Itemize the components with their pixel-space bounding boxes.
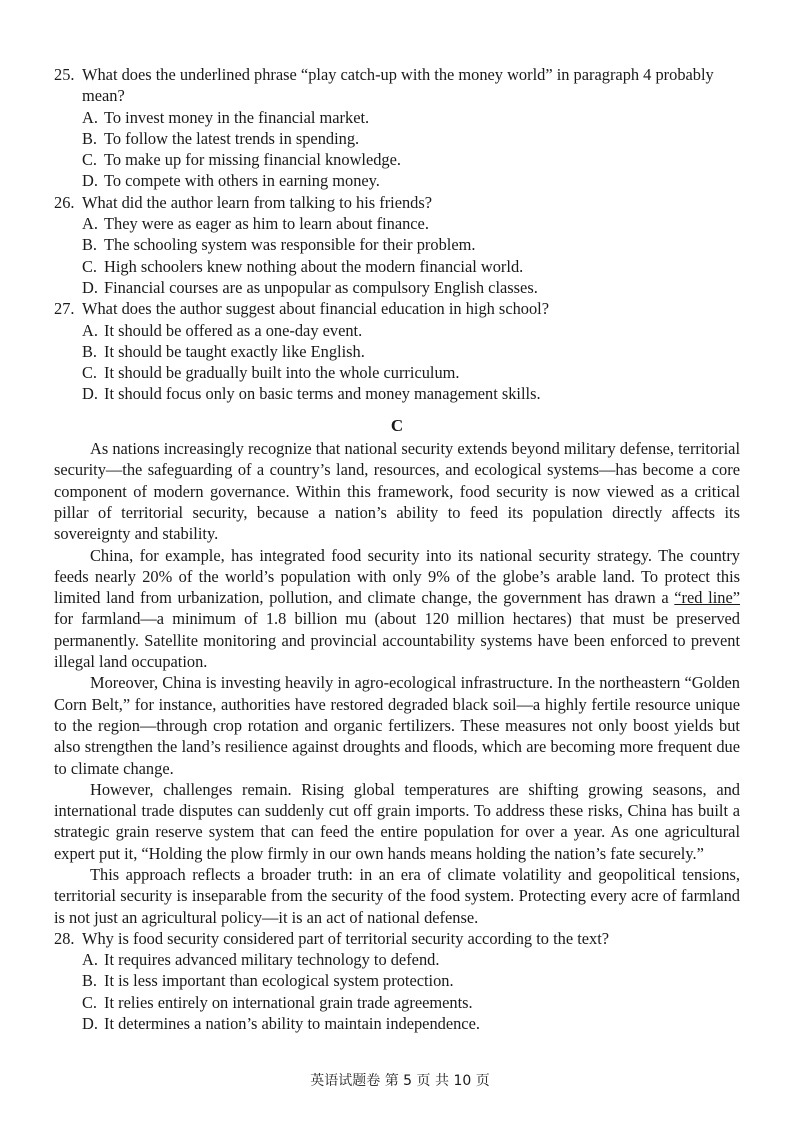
option-letter: D.	[82, 384, 98, 404]
question-number: 28.	[54, 928, 75, 948]
option-letter: A.	[82, 320, 98, 340]
option-letter: C.	[82, 150, 98, 170]
option-c	[54, 992, 740, 1013]
option-text: The schooling system was responsible for their problem.	[104, 235, 476, 255]
option-letter: A.	[82, 950, 98, 970]
option-text: It should be offered as a one-day event.	[104, 320, 363, 340]
option-a	[54, 320, 740, 341]
option-letter: B.	[82, 128, 98, 148]
option-text: It determines a nation’s ability to maintain independence.	[104, 1014, 480, 1034]
option-a	[54, 213, 740, 234]
option-d	[54, 170, 740, 191]
option-c	[54, 149, 740, 170]
reading-passage	[54, 438, 740, 928]
option-c	[54, 362, 740, 383]
option-letter: A.	[82, 214, 98, 234]
underlined-phrase: “red line”	[674, 588, 741, 608]
option-d	[54, 1013, 740, 1034]
option-letter: A.	[82, 107, 98, 127]
passage-text: for farmland—a minimum of 1.8 billion mu (about 120 million hectares) that must be preserved permanently. Satellite monitoring and provincial accountability systems have been enforced to prevent illegal land occupation.	[54, 609, 740, 672]
option-text: It should be gradually built into the whole curriculum.	[104, 363, 460, 383]
section-title: C	[390, 415, 404, 435]
option-letter: B.	[82, 235, 98, 255]
option-letter: C.	[82, 256, 98, 276]
option-a	[54, 107, 740, 128]
option-text: To make up for missing financial knowledge.	[104, 150, 401, 170]
option-b	[54, 128, 740, 149]
option-text: It relies entirely on international grain trade agreements.	[104, 992, 473, 1012]
page-content	[54, 64, 740, 1034]
page-footer: 英语试题卷 第 5 页 共 10 页	[310, 1073, 490, 1089]
option-text: They were as eager as him to learn about finance.	[104, 214, 429, 234]
option-text: Financial courses are as unpopular as compulsory English classes.	[104, 277, 538, 297]
question-number: 26.	[54, 192, 75, 212]
question-number: 25.	[54, 65, 75, 84]
option-text: To follow the latest trends in spending.	[104, 128, 360, 148]
option-text: It requires advanced military technology to defend.	[104, 950, 440, 970]
option-letter: C.	[82, 363, 98, 383]
passage-text: China, for example, has integrated food security into its national security strategy. The country feeds nearly 20% of the world’s population with only 9% of the globe’s arable land. To protect this limited land from urbanization, pollution, and climate change, the government has drawn a	[54, 545, 740, 608]
question-text: What did the author learn from talking to his friends?	[82, 192, 433, 212]
passage-paragraph-2	[54, 545, 740, 673]
question-25	[54, 64, 740, 192]
option-letter: B.	[82, 971, 98, 991]
option-letter: D.	[82, 171, 98, 191]
option-b	[54, 234, 740, 255]
passage-paragraph-1: As nations increasingly recognize that national security extends beyond military defense, territorial security—the safeguarding of a country’s land, resources, and ecological systems—has become a core component of modern governance. Within this framework, food security is now viewed as a critical pillar of territorial security, because a nation’s ability to feed its population directly affects its sovereignty and stability.	[54, 439, 740, 544]
question-text: What does the author suggest about financial education in high school?	[82, 299, 550, 319]
question-text: Why is food security considered part of territorial security according to the text?	[82, 928, 610, 948]
passage-paragraph-4: However, challenges remain. Rising global temperatures are shifting growing seasons, and international trade disputes can suddenly cut off grain imports. To address these risks, China has built a strategic grain reserve system that can feed the entire population for over a year. As one agricultural expert put it, “Holding the plow firmly in our own hands means holding the nation’s fate securely.”	[54, 779, 740, 863]
option-text: It should be taught exactly like English.	[104, 341, 365, 361]
option-a	[54, 949, 740, 970]
question-27	[54, 298, 740, 404]
option-d	[54, 383, 740, 404]
option-letter: D.	[82, 1014, 98, 1034]
passage-paragraph-3: Moreover, China is investing heavily in agro-ecological infrastructure. In the northeastern “Golden Corn Belt,” for instance, authorities have restored degraded black soil—a highly fertile resource unique to the region—through crop rotation and organic fertilizers. These measures not only boost yields but also strengthen the land’s resilience against droughts and floods, which are becoming more frequent due to climate change.	[54, 673, 740, 778]
question-number: 27.	[54, 299, 75, 319]
option-text: It should focus only on basic terms and money management skills.	[104, 384, 541, 404]
option-letter: D.	[82, 277, 98, 297]
option-text: To compete with others in earning money.	[104, 171, 380, 191]
option-b	[54, 341, 740, 362]
passage-paragraph-5: This approach reflects a broader truth: in an era of climate volatility and geopolitical tensions, territorial security is inseparable from the security of the food system. Protecting every acre of farmland is not just an agricultural policy—it is an act of national defense.	[54, 864, 740, 927]
option-letter: B.	[82, 341, 98, 361]
option-text: It is less important than ecological system protection.	[104, 971, 454, 991]
option-c	[54, 256, 740, 277]
option-text: To invest money in the financial market.	[104, 107, 370, 127]
option-d	[54, 277, 740, 298]
option-letter: C.	[82, 992, 98, 1012]
option-b	[54, 970, 740, 991]
question-text: What does the underlined phrase “play catch-up with the money world” in paragraph 4 probably mean?	[82, 65, 714, 106]
question-28	[54, 928, 740, 1034]
question-26	[54, 192, 740, 298]
option-text: High schoolers knew nothing about the modern financial world.	[104, 256, 524, 276]
